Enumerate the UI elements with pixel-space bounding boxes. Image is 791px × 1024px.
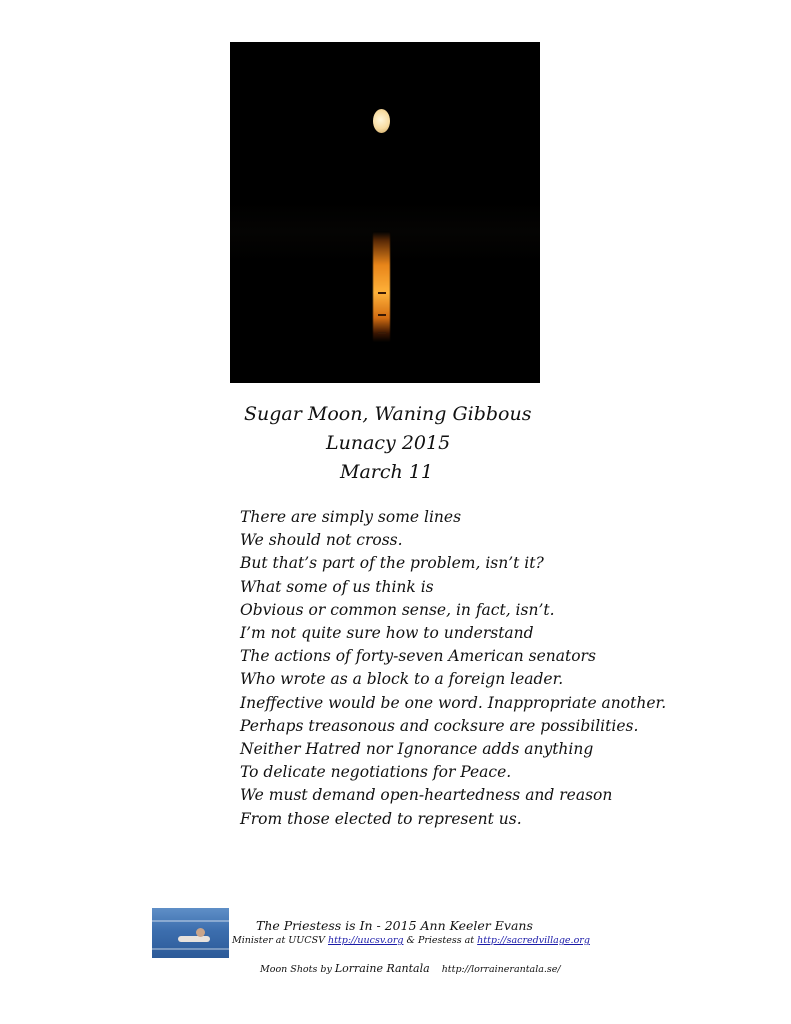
moonshots-text: Moon Shots by — [260, 964, 335, 975]
swimmer-photo — [152, 908, 229, 958]
footer-credit: The Priestess is In - 2015 Ann Keeler Evans — [256, 918, 533, 933]
poem-line: There are simply some lines — [240, 508, 462, 526]
poem-line: I’m not quite sure how to understand — [240, 624, 534, 643]
poem-line: Obvious or common sense, in fact, isn’t. — [240, 600, 555, 619]
poem-line: What some of us think is — [240, 577, 434, 596]
poem-line: From those elected to represent us. — [240, 809, 522, 828]
priestess-text: & Priestess at — [403, 935, 478, 946]
photo-credit — [232, 962, 652, 977]
reflection-ripple — [378, 332, 386, 334]
poem-line: Perhaps treasonous and cocksure are possibilities. — [240, 716, 639, 735]
poem-line: We must demand open-heartedness and reason — [240, 786, 613, 805]
sacredvillage-link[interactable]: http://sacredvillage.org — [477, 935, 590, 946]
poem-body — [240, 506, 760, 831]
footer — [232, 918, 652, 977]
moon-reflection — [373, 232, 390, 342]
moon-photo — [230, 42, 540, 383]
poem-date: March 11 — [340, 461, 433, 483]
poem-subtitle: Lunacy 2015 — [326, 432, 451, 454]
water-wave — [152, 948, 229, 950]
poem-line: But that’s part of the problem, isn’t it? — [240, 554, 544, 573]
minister-text: Minister at UUCSV — [232, 935, 328, 946]
footer-affiliations — [232, 934, 652, 948]
poem-line: To delicate negotiations for Peace. — [240, 763, 512, 782]
moon — [373, 109, 390, 133]
poem-title-block — [230, 400, 560, 487]
swimmer-head — [196, 928, 205, 937]
poem-line: Neither Hatred nor Ignorance adds anything — [240, 740, 594, 759]
photographer-name: Lorraine Rantala — [334, 962, 430, 975]
poem-line: We should not cross. — [240, 531, 403, 550]
photographer-url: http://lorrainerantala.se/ — [441, 964, 561, 975]
reflection-ripple — [378, 292, 386, 294]
poem-line: The actions of forty-seven American senators — [240, 647, 596, 666]
water-wave — [152, 920, 229, 922]
poem-line: Ineffective would be one word. Inappropriate another. — [240, 693, 667, 712]
poem-line: Who wrote as a block to a foreign leader. — [240, 670, 564, 689]
swimmer-body — [178, 936, 210, 942]
reflection-ripple — [378, 314, 386, 316]
poem-title: Sugar Moon, Waning Gibbous — [244, 403, 532, 425]
uucsv-link[interactable]: http://uucsv.org — [327, 935, 404, 946]
